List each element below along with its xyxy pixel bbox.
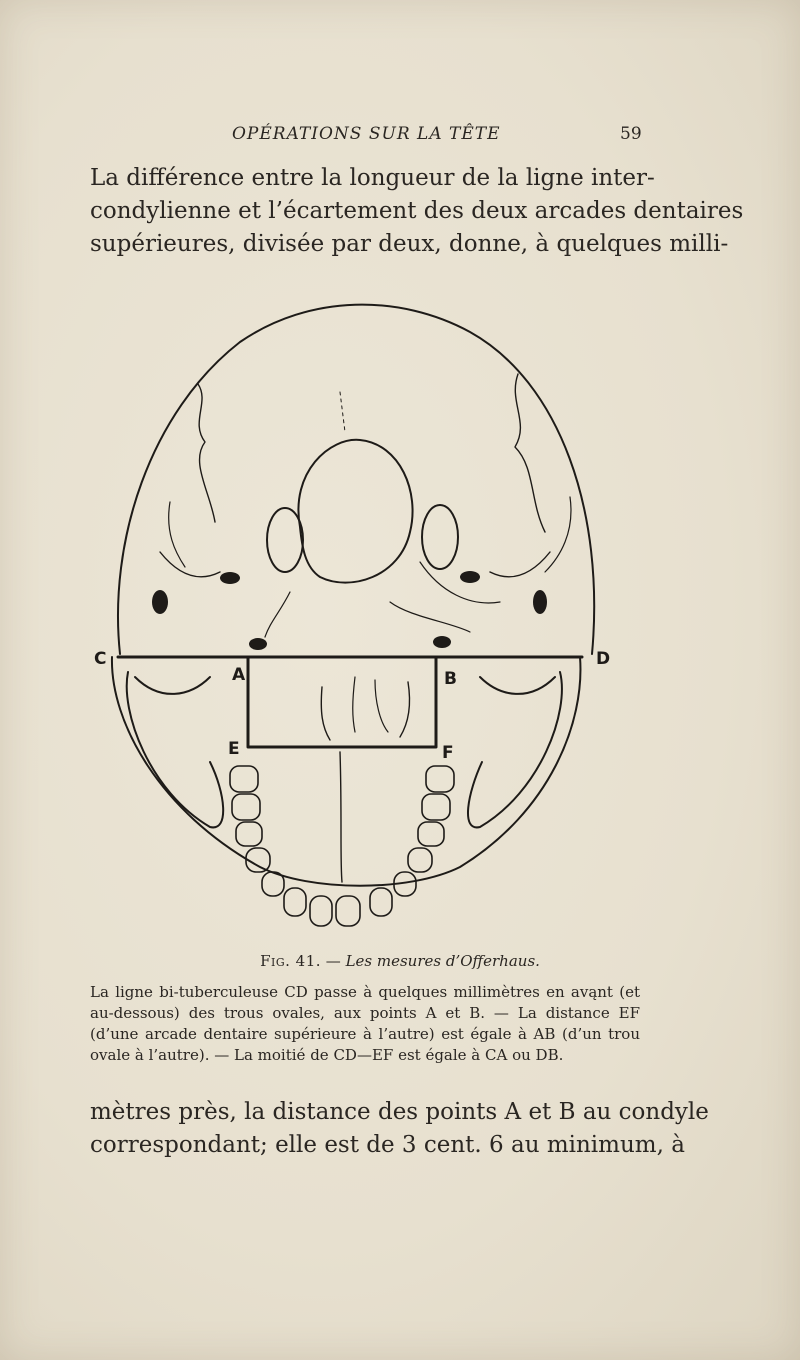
- foramen-magnum: [298, 440, 412, 583]
- figure-title: Les mesures d’Offerhaus.: [345, 952, 540, 970]
- paragraph-bottom: [90, 1096, 709, 1162]
- caption-dash: —: [321, 952, 346, 970]
- legend-line: La ligne bi-tuberculeuse CD passe à quelques millimètres en avąnt (et: [90, 983, 640, 1001]
- legend-line: au-dessous) des trous ovales, aux points A et B. — La distance EF: [90, 1004, 640, 1022]
- label-f: F: [442, 743, 454, 763]
- page-number: 59: [620, 124, 642, 144]
- label-d: D: [596, 649, 611, 669]
- cranium-outline: [118, 305, 594, 654]
- figure-caption: [0, 952, 800, 970]
- left-dental-arcade: [230, 766, 332, 926]
- legend-line: ovale à l’autre). — La moitié de CD—EF est égale à CA ou DB.: [90, 1046, 564, 1064]
- maxilla-outline: [112, 657, 581, 886]
- rectangle-abef: [248, 657, 436, 747]
- text-line: mètres près, la distance des points A et B au condyle: [90, 1099, 709, 1125]
- text-line: La différence entre la longueur de la ligne inter-: [90, 165, 655, 191]
- text-line: supérieures, divisée par deux, donne, à quelques milli-: [90, 231, 729, 257]
- running-head: [0, 124, 800, 148]
- figure-number: Fig. 41.: [260, 952, 322, 970]
- text-line: condylienne et l’écartement des deux arcades dentaires: [90, 198, 744, 224]
- running-title: OPÉRATIONS SUR LA TÊTE: [232, 124, 501, 144]
- skull-figure: [90, 292, 620, 932]
- paragraph-top: [90, 162, 744, 261]
- label-b: B: [444, 669, 457, 689]
- skull-base-drawing: [90, 292, 620, 932]
- figure-legend: [90, 982, 640, 1066]
- legend-line: (d’une arcade dentaire supérieure à l’autre) est égale à AB (d’un trou: [90, 1025, 640, 1043]
- text-line: correspondant; elle est de 3 cent. 6 au minimum, à: [90, 1132, 685, 1158]
- label-a: A: [232, 665, 246, 685]
- right-dental-arcade: [336, 766, 454, 926]
- label-e: E: [228, 739, 240, 759]
- label-c: C: [94, 649, 107, 669]
